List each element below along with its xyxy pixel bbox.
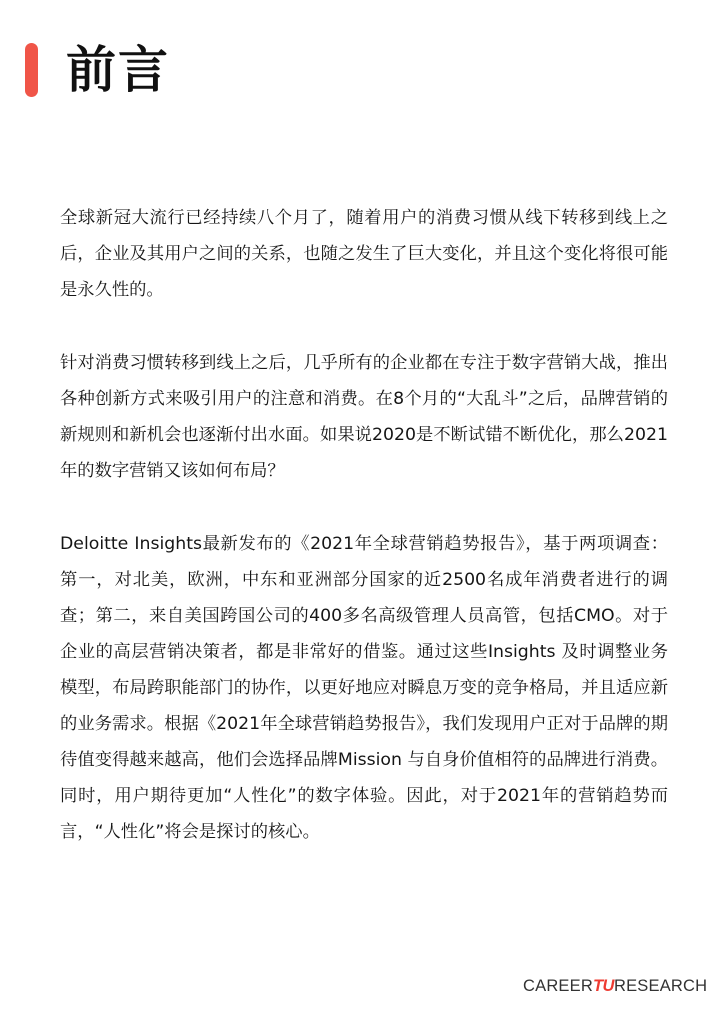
- logo-mark: TU: [592, 977, 614, 995]
- paragraph-2: 针对消费习惯转移到线上之后，几乎所有的企业都在专注于数字营销大战，推出各种创新方式来吸引用户的注意和消费。在8个月的“大乱斗”之后，品牌营销的新规则和新机会也逐渐付出水面。如果说2020是不断试错不断优化，那么2021年的数字营销又该如何布局？: [60, 353, 668, 481]
- body-text: [60, 200, 668, 850]
- logo-prefix: CAREER: [523, 977, 593, 995]
- title-accent-bar: [25, 43, 38, 97]
- paragraph-3: Deloitte Insights最新发布的《2021年全球营销趋势报告》，基于两项调查：第一，对北美，欧洲，中东和亚洲部分国家的近2500名成年消费者进行的调查；第二，来自美国跨国公司的400多名高级管理人员高管，包括CMO。对于企业的高层营销决策者，都是非常好的借鉴。通过这些Insights 及时调整业务模型，布局跨职能部门的协作，以更好地应对瞬息万变的竞争格局，并且适应新的业务需求。根据《2021年全球营销趋势报告》，我们发现用户正对于品牌的期待值变得越来越高，他们会选择品牌Mission 与自身价值相符的品牌进行消费。同时，用户期待更加“人性化”的数字体验。因此，对于2021年的营销趋势而言，“人性化”将会是探讨的核心。: [60, 534, 668, 842]
- page-title: 前言: [66, 41, 170, 99]
- paragraph-1: 全球新冠大流行已经持续八个月了，随着用户的消费习惯从线下转移到线上之后，企业及其用户之间的关系，也随之发生了巨大变化，并且这个变化将很可能是永久性的。: [60, 208, 668, 300]
- careertu-research-logo: [523, 975, 707, 997]
- logo-suffix: RESEARCH: [613, 977, 708, 995]
